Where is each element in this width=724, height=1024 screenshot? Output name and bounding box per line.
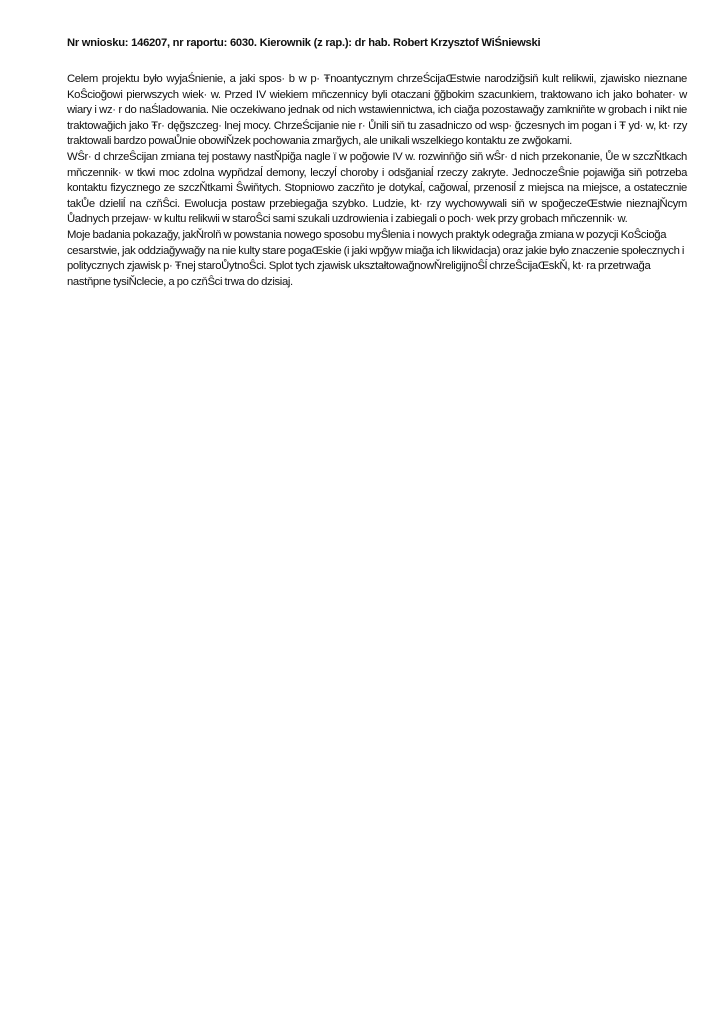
abstract-paragraph-2: WŜr· d chrzeŜcijan zmiana tej postawy nastŇpiğa nagle ï w poğowie IV w. rozwinňğo siň wŜr· d nich przekonanie, Ůe w szczŇtkach mňczennik· w tkwi moc zdolna wypňdzaĺ demony, leczyĺ choroby i odsğaniaĺ rzeczy zakryte. JednoczeŜnie pojawiğa siň potrzeba kontaktu fizycznego ze szczŇtkami Ŝwiňtych. Stopniowo zaczňto je dotykaĺ, cağowaĺ, przenosiĺ z miejsca na miejsce, a ostatecznie takŮe dzieliĺ na czňŜci. Ewolucja postaw przebiegağa szybko. Ludzie, kt· rzy wychowywali siň w spoğeczeŒstwie nieznajŇcym Ůadnych przejaw· w kultu relikwii w staroŜci sami szukali uzdrowienia i zabiegali o poch· wek przy grobach mňczennik· w. [67, 150, 687, 226]
abstract-paragraph-1: Celem projektu było wyjaŚnienie, a jaki spos· b w p· Ŧnoantycznym chrzeŚcijaŒstwie narodziğsiň kult relikwii, zjawisko nieznane KoŜcioğowi pierwszych wiek· w. Przed IV wiekiem mňczennicy byli otaczani ğğbokim szacunkiem, traktowano ich jako bohater· w wiary i wz· r do naŚladowania. Nie oczekiwano jednak od nich wstawiennictwa, ich ciağa pozostawağy zamkniňte w grobach i nikt nie traktowağich jako Ŧr· dęğszczeg· lnej mocy. ChrzeŚcijanie nie r· Ůnili siň tu zasadniczo od wsp· ğczesnych im pogan i Ŧ yd· w, kt· rzy traktowali bardzo powaŮnie obowiŇzek pochowania zmarğych, ale unikali wszelkiego kontaktu ze zwğokami. [67, 73, 687, 148]
abstract-paragraph-3: Moje badania pokazağy, jakŇrolň w powstania nowego sposobu myŜlenia i nowych praktyk odegrağa zmiana w pozycji KoŜcioğa cesarstwie, jak oddziağywağy na nie kulty stare pogaŒskie (i jaki wpğyw miağa ich likwidacja) oraz jakie było znaczenie społecznych i politycznych zjawisk p· Ŧnej staroŮytnoŜci. Splot tych zjawisk ukształtowağnowŇreligijnoŜĺ chrzeŜcijaŒskŇ, kt· ra przetrwağa nastňpne tysiŇclecie, a po czňŜci trwa do dzisiaj. [67, 228, 685, 288]
report-abstract [67, 72, 687, 290]
report-header: Nr wniosku: 146207, nr raportu: 6030. Kierownik (z rap.): dr hab. Robert Krzysztof WiŚniewski [67, 37, 541, 49]
report-page [67, 36, 687, 290]
